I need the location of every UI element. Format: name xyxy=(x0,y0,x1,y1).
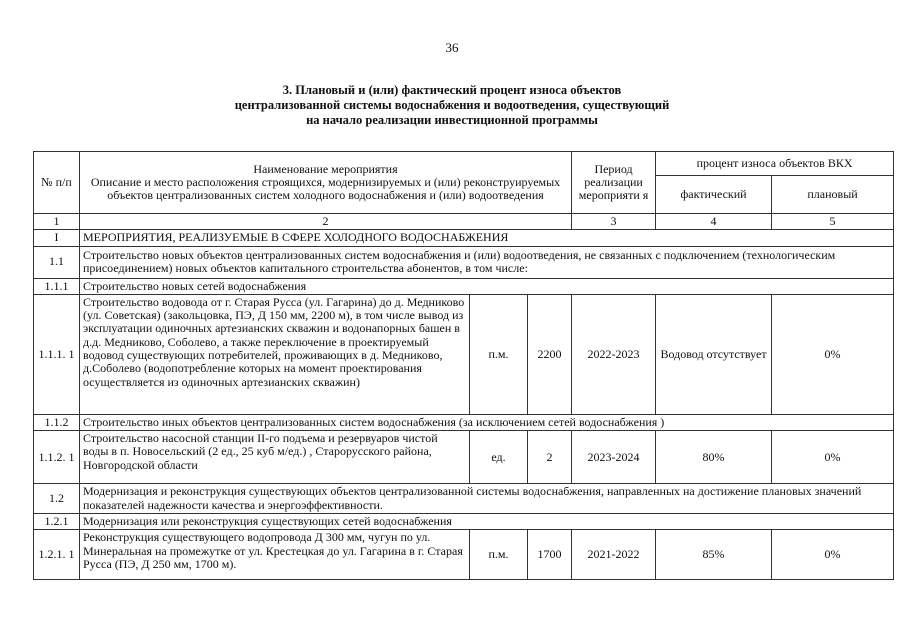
col-index-4: 4 xyxy=(656,214,772,230)
row-text: Модернизация или реконструкция существующих сетей водоснабжения xyxy=(80,514,894,530)
header-period: Период реализации мероприяти я xyxy=(572,152,656,214)
measure-period: 2022-2023 xyxy=(572,294,656,414)
header-planned: плановый xyxy=(772,176,894,214)
row-num: 1.2 xyxy=(34,484,80,514)
measure-unit: ед. xyxy=(470,431,528,484)
header-num: № п/п xyxy=(34,152,80,214)
header-name-desc: Описание и место расположения строящихся, модернизируемых и (или) реконструируемых объектов централизованных систем холодного водоснабжения и (или) водоотведения xyxy=(90,174,561,203)
row-num: 1.1.2 xyxy=(34,414,80,430)
header-name xyxy=(80,152,572,214)
measure-description: Реконструкция существующего водопровода Д 300 мм, чугун по ул. Минеральная на промежутке от ул. Крестецкая до ул. Гагарина в г. Старая Русса (ПЭ, Д 250 мм, 1700 м). xyxy=(80,530,470,580)
measure-wear-planned: 0% xyxy=(772,431,894,484)
row-num: 1.1.2. 1 xyxy=(34,431,80,484)
row-text: Строительство новых сетей водоснабжения xyxy=(80,278,894,294)
measure-description: Строительство насосной станции II-го подъема и резервуаров чистой воды в п. Новосельский (2 ед., 25 куб м/ед.) , Старорусского района, Новгородской области xyxy=(80,431,470,484)
row-text: Строительство иных объектов централизованных систем водоснабжения (за исключением сетей водоснабжения ) xyxy=(80,414,894,430)
measure-quantity: 1700 xyxy=(528,530,572,580)
row-num: 1.1 xyxy=(34,246,80,278)
col-index-2: 2 xyxy=(80,214,572,230)
section-num: I xyxy=(34,230,80,246)
measure-wear-actual: Водовод отсутствует xyxy=(656,294,772,414)
measure-quantity: 2 xyxy=(528,431,572,484)
measure-unit: п.м. xyxy=(470,294,528,414)
measure-wear-planned: 0% xyxy=(772,530,894,580)
header-wear-group: процент износа объектов ВКХ xyxy=(656,152,894,176)
page-number: 36 xyxy=(445,40,459,55)
wear-table xyxy=(33,151,894,580)
measure-period: 2023-2024 xyxy=(572,431,656,484)
measure-wear-actual: 80% xyxy=(656,431,772,484)
measure-period: 2021-2022 xyxy=(572,530,656,580)
measure-wear-planned: 0% xyxy=(772,294,894,414)
row-num: 1.2.1. 1 xyxy=(34,530,80,580)
heading-line-2: централизованной системы водоснабжения и водоотведения, существующий xyxy=(234,98,670,112)
header-actual: фактический xyxy=(656,176,772,214)
measure-description: Строительство водовода от г. Старая Русса (ул. Гагарина) до д. Медниково (ул. Советская) (закольцовка, ПЭ, Д 150 мм, 2200 м), в том числе вывод из эксплуатации одиночных артезианских скважин и водонапорных башен в д.д. Медниково, Соболево, а также переключение в проектируемый водовод существующих потребителей, проживающих в д. Медниково, д.Соболево (водопотребление которых на момент проектирования осуществляется из одиночных артезианских скважин) xyxy=(80,294,470,414)
row-text: Модернизация и реконструкция существующих объектов централизованной системы водоснабжения, направленных на достижение плановых значений показателей надежности качества и энергоэффективности. xyxy=(80,484,894,514)
col-index-1: 1 xyxy=(34,214,80,230)
heading-line-3: на начало реализации инвестиционной программы xyxy=(306,113,598,127)
header-name-title: Наименование мероприятия xyxy=(253,161,398,176)
heading-line-1: 3. Плановый и (или) фактический процент износа объектов xyxy=(282,83,622,97)
row-num: 1.1.1 xyxy=(34,278,80,294)
row-num: 1.2.1 xyxy=(34,514,80,530)
col-index-5: 5 xyxy=(772,214,894,230)
section-title: МЕРОПРИЯТИЯ, РЕАЛИЗУЕМЫЕ В СФЕРЕ ХОЛОДНОГО ВОДОСНАБЖЕНИЯ xyxy=(80,230,894,246)
col-index-3: 3 xyxy=(572,214,656,230)
document-heading xyxy=(150,83,754,128)
measure-unit: п.м. xyxy=(470,530,528,580)
row-num: 1.1.1. 1 xyxy=(34,294,80,414)
measure-quantity: 2200 xyxy=(528,294,572,414)
row-text: Строительство новых объектов централизованных систем водоснабжения и (или) водоотведения, не связанных с подключением (технологическим присоединением) новых объектов капитального строительства абонентов, в том числе: xyxy=(80,246,894,278)
measure-wear-actual: 85% xyxy=(656,530,772,580)
